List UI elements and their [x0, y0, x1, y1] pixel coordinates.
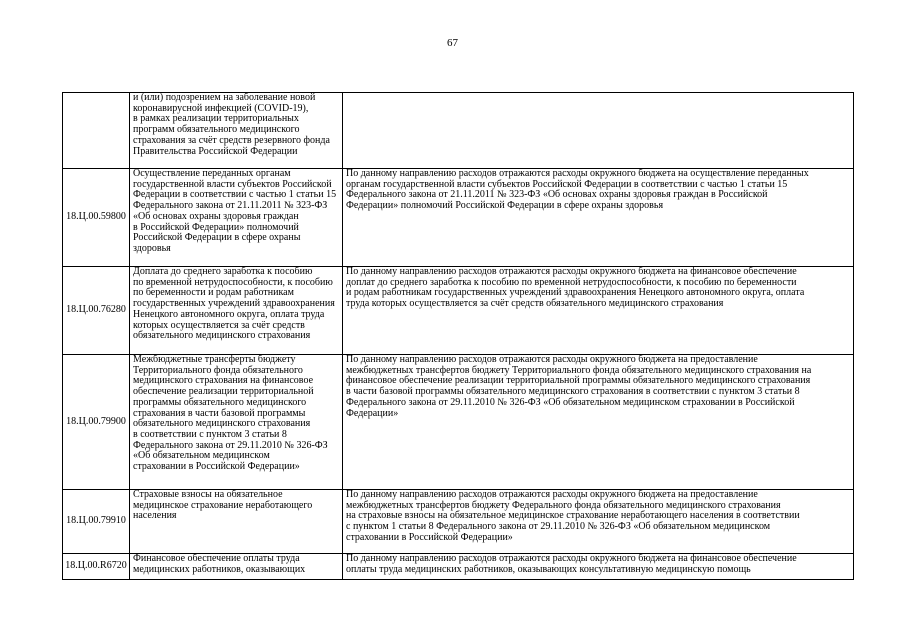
name-line: Федерального закона от 21.11.2011 № 323-ФЗ [133, 200, 328, 212]
name-line: страховании в Российской Федерации» [133, 461, 300, 473]
description-line: По данному направлению расходов отражаются расходы окружного бюджета на осуществление переданных [346, 168, 809, 179]
name-line: страхования за счёт средств резервного фонда [133, 134, 330, 146]
name-line: и (или) подозрением на заболевание новой [133, 92, 316, 103]
description-cell [343, 355, 854, 490]
description-line: Федерации» полномочий Российской Федерации в сфере охраны здоровья [346, 200, 664, 212]
code-cell [63, 93, 130, 169]
description-cell [343, 267, 854, 355]
name-cell [130, 554, 343, 580]
description-line: оплаты труда медицинских работников, оказывающих консультативную медицинскую помощь [346, 563, 751, 575]
name-line: в соответствии с пунктом 3 статьи 8 [133, 428, 287, 440]
name-cell [130, 93, 343, 169]
table-row [63, 554, 854, 580]
description-line: доплат до среднего заработка к пособию по временной нетрудоспособности, к пособию по беременности [346, 276, 797, 288]
name-cell [130, 169, 343, 267]
name-line: «Об основах охраны здоровья граждан [133, 210, 299, 222]
name-line: страхования в части базовой программы [133, 407, 306, 419]
code-cell: 18.Ц.00.79910 [63, 490, 130, 554]
description-line: страховании в Российской Федерации» [346, 531, 513, 543]
name-line: медицинского страхования на финансовое [133, 375, 314, 387]
name-line: населения [133, 510, 177, 522]
name-line: обязательного медицинского страхования [133, 330, 311, 342]
description-line: Федерального закона от 29.11.2010 № 326-ФЗ «Об обязательном медицинском страховании в Российской [346, 396, 795, 408]
name-line: Межбюджетные трансферты бюджету [133, 354, 296, 365]
name-line: медицинское страхование неработающего [133, 499, 313, 511]
table-row [63, 490, 854, 554]
name-line: программы обязательного медицинского [133, 396, 307, 408]
description-line: межбюджетных трансфертов бюджету Федерального фонда обязательного медицинского страхования [346, 499, 781, 511]
name-line: «Об обязательном медицинском [133, 450, 270, 462]
name-line: программ обязательного медицинского [133, 124, 300, 136]
code-cell: 18.Ц.00.76280 [63, 267, 130, 355]
name-line: медицинских работников, оказывающих [133, 563, 306, 575]
name-line: Правительства Российской Федерации [133, 145, 298, 157]
description-line: По данному направлению расходов отражаются расходы окружного бюджета на предоставление [346, 489, 758, 500]
code-cell: 18.Ц.00.59800 [63, 169, 130, 267]
name-line: обеспечение реализации территориальной [133, 386, 314, 398]
name-line: Федерального закона от 29.11.2010 № 326-ФЗ [133, 439, 328, 451]
description-line: труда которых осуществляется за счёт средств обязательного медицинского страхования [346, 298, 724, 310]
page-number: 67 [447, 37, 458, 49]
name-cell [130, 355, 343, 490]
name-line: Доплата до среднего заработка к пособию [133, 266, 313, 277]
name-line: по временной нетрудоспособности, к пособию [133, 276, 333, 288]
description-cell [343, 554, 854, 580]
budget-classification-table [62, 92, 854, 580]
table-row [63, 355, 854, 490]
name-line: Территориального фонда обязательного [133, 364, 303, 376]
name-line: в рамках реализации территориальных [133, 113, 299, 125]
code-cell: 18.Ц.00.R6720 [63, 554, 130, 580]
name-line: Российской Федерации в сфере охраны [133, 232, 301, 244]
description-line: Федерации» [346, 407, 399, 419]
name-line: государственных учреждений здравоохранения [133, 298, 335, 310]
name-cell [130, 267, 343, 355]
description-line: на страховые взносы на обязательное медицинское страхование неработающего населения в соответствии [346, 510, 800, 522]
description-line: Федерального закона от 21.11.2011 № 323-ФЗ «Об основах охраны здоровья граждан в Российской [346, 189, 768, 201]
name-line: государственной власти субъектов Российской [133, 178, 332, 190]
name-line: в Российской Федерации» полномочий [133, 221, 299, 233]
description-cell [343, 93, 854, 169]
name-line: здоровья [133, 242, 171, 254]
table-row [63, 93, 854, 169]
name-line: Финансовое обеспечение оплаты труда [133, 553, 300, 564]
description-line: По данному направлению расходов отражаются расходы окружного бюджета на финансовое обеспечение [346, 266, 797, 277]
table-row [63, 267, 854, 355]
name-line: коронавирусной инфекцией (COVID-19), [133, 102, 309, 114]
description-line: и родам работникам государственных учреждений здравоохранения Ненецкого автономного округа, оплата [346, 287, 805, 299]
description-cell [343, 490, 854, 554]
name-line: обязательного медицинского страхования [133, 418, 311, 430]
name-line: которых осуществляется за счёт средств [133, 319, 305, 331]
description-line: в части базовой программы обязательного медицинского страхования в соответствии с пунктом 3 статьи 8 [346, 386, 800, 398]
description-line: По данному направлению расходов отражаются расходы окружного бюджета на предоставление [346, 354, 758, 365]
name-line: по беременности и родам работникам [133, 287, 294, 299]
description-line: финансовое обеспечение реализации территориальной программы обязательного медицинского страхования [346, 375, 811, 387]
name-cell [130, 490, 343, 554]
description-line: По данному направлению расходов отражаются расходы окружного бюджета на финансовое обеспечение [346, 553, 797, 564]
name-line: Ненецкого автономного округа, оплата труда [133, 308, 325, 320]
description-line: межбюджетных трансфертов бюджету Территориального фонда обязательного медицинского страхования на [346, 364, 812, 376]
description-line: с пунктом 1 статьи 8 Федерального закона от 29.11.2010 № 326-ФЗ «Об обязательном медицинском [346, 521, 771, 533]
table-row [63, 169, 854, 267]
code-cell: 18.Ц.00.79900 [63, 355, 130, 490]
name-line: Страховые взносы на обязательное [133, 489, 283, 500]
description-line: органам государственной власти субъектов Российской Федерации в соответствии с частью 1 статьи 15 [346, 178, 788, 190]
name-line: Осуществление переданных органам [133, 168, 291, 179]
description-cell [343, 169, 854, 267]
name-line: Федерации в соответствии с частью 1 статьи 15 [133, 189, 337, 201]
